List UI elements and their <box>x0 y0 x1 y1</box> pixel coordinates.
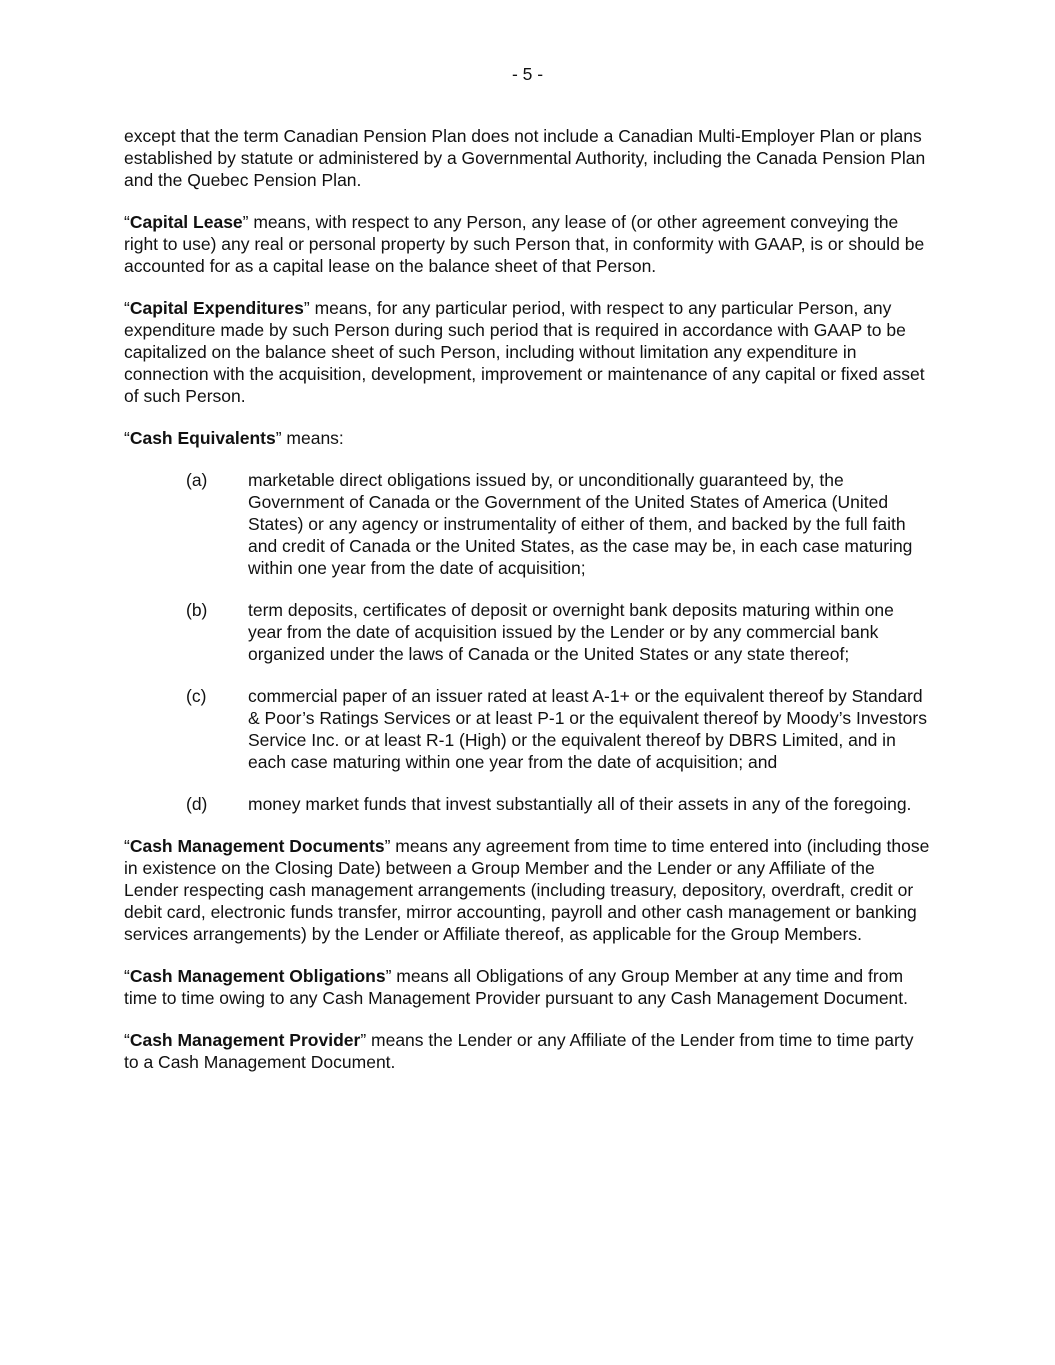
definition-text: means the Lender or any Affiliate of the Lender from time to time party to a Cash Management Document. <box>124 1030 914 1072</box>
defined-term: Capital Expenditures <box>129 298 304 318</box>
quote-close: ” <box>303 298 310 318</box>
list-item <box>186 599 930 665</box>
list-item-label: (a) <box>186 470 208 490</box>
definition-capital-expenditures <box>124 297 930 407</box>
defined-term: Cash Management Obligations <box>129 966 386 986</box>
quote-open: “ <box>124 966 130 986</box>
defined-term: Cash Equivalents <box>129 428 276 448</box>
list-item-text: commercial paper of an issuer rated at least A-1+ or the equivalent thereof by Standard & Poor’s Ratings Services or at least P-1 or the equivalent thereof by Moody’s Investors Service Inc. or at least R-1 (High) or the equivalent thereof by DBRS Limited, and in each case maturing within one year from the date of acquisition; and <box>248 686 927 772</box>
list-item <box>186 469 930 579</box>
list-item-text: marketable direct obligations issued by, or unconditionally guaranteed by, the Government of Canada or the Government of the United States of America (United States) or any agency or instrumentality of either of them, and backed by the full faith and credit of Canada or the United States, as the case may be, in each case maturing within one year from the date of acquisition; <box>248 470 913 578</box>
defined-term: Capital Lease <box>129 212 243 232</box>
quote-open: “ <box>124 1030 130 1050</box>
list-item-label: (d) <box>186 794 208 814</box>
definition-text: means, with respect to any Person, any lease of (or other agreement conveying the right to use) any real or personal property by such Person that, in conformity with GAAP, is or should be accounted for as a capital lease on the balance sheet of that Person. <box>124 212 925 276</box>
definition-cash-equivalents <box>124 427 930 449</box>
quote-close: ” <box>275 428 282 448</box>
definition-text: means, for any particular period, with respect to any particular Person, any expenditure made by such Person during such period that is required in accordance with GAAP to be capitalized on the balance sheet of such Person, including without limitation any expenditure in connection with the acquisition, development, improvement or maintenance of any capital or fixed asset of such Person. <box>124 298 925 406</box>
definition-text: means all Obligations of any Group Member at any time and from time to time owing to any Cash Management Provider pursuant to any Cash Management Document. <box>124 966 909 1008</box>
quote-close: ” <box>384 836 391 856</box>
defined-term: Cash Management Documents <box>129 836 385 856</box>
definition-text: means any agreement from time to time entered into (including those in existence on the Closing Date) between a Group Member and the Lender or any Affiliate of the Lender respecting cash management arrangements (including treasury, depository, overdraft, credit or debit card, electronic funds transfer, mirror accounting, payroll and other cash management or banking services arrangements) by the Lender or Affiliate thereof, as applicable for the Group Members. <box>124 836 930 944</box>
list-item-text: money market funds that invest substantially all of their assets in any of the foregoing. <box>248 794 912 814</box>
defined-term: Cash Management Provider <box>129 1030 361 1050</box>
definition-text: means: <box>281 428 344 448</box>
quote-close: ” <box>360 1030 367 1050</box>
definition-cash-management-provider <box>124 1029 930 1073</box>
definition-cash-management-obligations <box>124 965 930 1009</box>
list-item-label: (c) <box>186 686 207 706</box>
list-item-label: (b) <box>186 600 208 620</box>
quote-open: “ <box>124 836 130 856</box>
quote-close: ” <box>242 212 249 232</box>
cash-equivalents-list <box>124 469 930 815</box>
quote-open: “ <box>124 212 130 232</box>
list-item <box>186 793 930 815</box>
list-item-text: term deposits, certificates of deposit or overnight bank deposits maturing within one year from the date of acquisition issued by the Lender or by any commercial bank organized under the laws of Canada or the United States or any state thereof; <box>248 600 894 664</box>
quote-open: “ <box>124 428 130 448</box>
definition-cash-management-documents <box>124 835 930 945</box>
definition-capital-lease <box>124 211 930 277</box>
quote-open: “ <box>124 298 130 318</box>
list-item <box>186 685 930 773</box>
intro-paragraph: except that the term Canadian Pension Plan does not include a Canadian Multi-Employer Plan or plans established by statute or administered by a Governmental Authority, including the Canada Pension Plan and the Quebec Pension Plan. <box>124 126 926 190</box>
quote-close: ” <box>385 966 392 986</box>
page-number: - 5 - <box>511 64 544 84</box>
document-body <box>124 125 930 1093</box>
